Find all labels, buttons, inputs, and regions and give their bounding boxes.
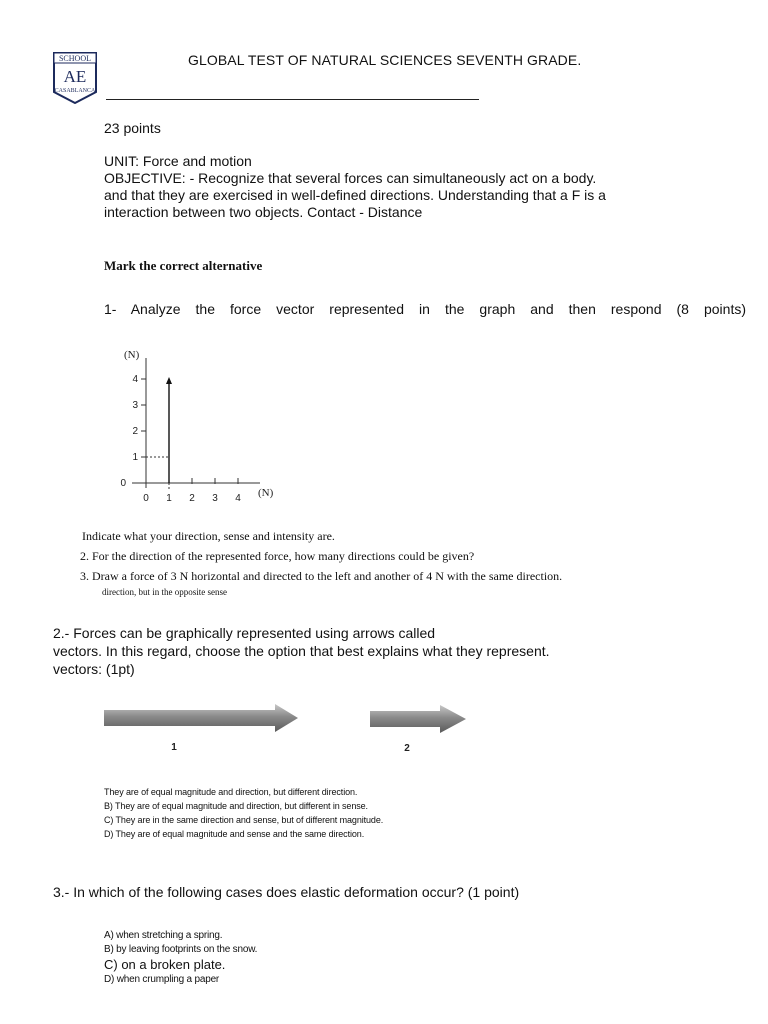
x-tick-label: 0 — [143, 493, 149, 504]
question-2-options — [104, 785, 383, 841]
vector-arrows-figure — [100, 700, 480, 760]
question-3-options — [104, 929, 257, 987]
x-tick-label: 3 — [212, 493, 218, 504]
objective-line-3: interaction between two objects. Contact - Distance — [104, 204, 423, 220]
q2-option-c[interactable]: C) They are in the same direction and sense, but of different magnitude. — [104, 815, 384, 825]
q3-option-a[interactable]: A) when stretching a spring. — [104, 930, 223, 941]
title-underline — [106, 99, 479, 100]
q2-option-d[interactable]: D) They are of equal magnitude and sense and the same direction. — [104, 829, 365, 839]
q2-option-a[interactable]: They are of equal magnitude and direction, but different direction. — [104, 787, 358, 797]
x-tick-label: 1 — [166, 493, 172, 504]
y-tick-label: 1 — [132, 452, 138, 463]
q3-option-c[interactable]: C) on a broken plate. — [104, 957, 226, 972]
question-3: 3.- In which of the following cases does elastic deformation occur? (1 point) — [53, 884, 520, 900]
objective-line-1: OBJECTIVE: - Recognize that several forces can simultaneously act on a body. — [104, 170, 597, 186]
arrow-1 — [104, 704, 298, 732]
q1-sub-3: 3. Draw a force of 3 N horizontal and directed to the left and another of 4 N with the same direction. — [80, 569, 563, 583]
arrow-2 — [370, 705, 466, 733]
x-ticks — [143, 478, 241, 504]
arrow-1-label: 1 — [171, 742, 177, 753]
arrow-2-label: 2 — [404, 743, 410, 754]
unit-line: UNIT: Force and motion — [104, 153, 252, 169]
objective-line-2: and that they are exercised in well-defined directions. Understanding that a F is a — [104, 187, 606, 203]
q1-sub-1: Indicate what your direction, sense and intensity are. — [82, 529, 335, 543]
question-1: 1- Analyze the force vector represented in the graph and then respond (8 points) — [104, 301, 746, 317]
x-tick-label: 4 — [235, 493, 241, 504]
q2-line-2: vectors. In this regard, choose the option that best explains what they represent. — [53, 643, 550, 659]
y-tick-label: 3 — [132, 400, 138, 411]
y-tick-label: 4 — [132, 374, 138, 385]
q3-option-b[interactable]: B) by leaving footprints on the snow. — [104, 944, 258, 955]
y-axis-unit: (N) — [124, 349, 140, 361]
unit-objective-block — [104, 153, 724, 221]
question-2 — [53, 624, 613, 678]
logo-middle-text: AE — [63, 67, 87, 86]
x-tick-label: 2 — [189, 493, 195, 504]
question-1-subitems — [80, 526, 562, 598]
q2-line-1: 2.- Forces can be graphically represented using arrows called — [53, 625, 436, 641]
q2-option-b[interactable]: B) They are of equal magnitude and direction, but different in sense. — [104, 801, 368, 811]
y-tick-label: 0 — [120, 478, 126, 489]
total-points: 23 points — [104, 120, 161, 136]
q1-sub-3-continued: direction, but in the opposite sense — [102, 587, 227, 597]
q1-sub-2: 2. For the direction of the represented force, how many directions could be given? — [80, 549, 475, 563]
instruction-heading: Mark the correct alternative — [104, 258, 263, 273]
school-logo — [53, 52, 97, 104]
document-title: GLOBAL TEST OF NATURAL SCIENCES SEVENTH GRADE. — [188, 52, 582, 68]
q3-option-d[interactable]: D) when crumpling a paper — [104, 974, 220, 985]
force-vector-graph — [110, 340, 310, 515]
x-axis-unit: (N) — [258, 487, 274, 499]
q2-line-3: vectors: (1pt) — [53, 661, 135, 677]
y-tick-label: 2 — [132, 426, 138, 437]
force-vector-arrowhead — [166, 377, 172, 384]
logo-top-text: SCHOOL — [58, 54, 92, 63]
y-ticks — [120, 374, 146, 489]
logo-bottom-text: CASABLANCA — [54, 88, 96, 94]
